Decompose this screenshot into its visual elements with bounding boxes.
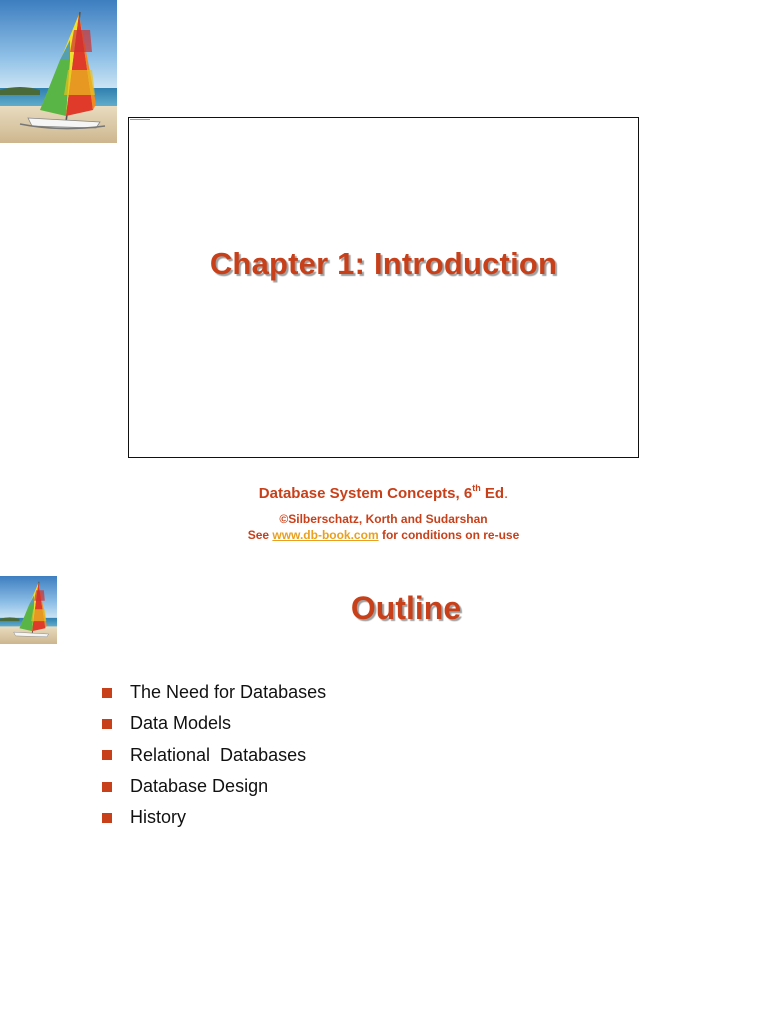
- square-bullet-icon: [102, 688, 112, 698]
- reuse-notice: [128, 528, 639, 542]
- outline-list: [102, 677, 326, 833]
- list-item: [102, 740, 326, 771]
- list-item: [102, 677, 326, 708]
- reuse-suffix: for conditions on re-use: [378, 528, 520, 542]
- title-slide-frame: [128, 117, 639, 458]
- book-title-period: .: [504, 485, 509, 502]
- list-item: [102, 708, 326, 739]
- square-bullet-icon: [102, 782, 112, 792]
- book-title: [128, 485, 639, 502]
- frame-corner-mark: [130, 119, 150, 120]
- db-book-link[interactable]: www.db-book.com: [272, 528, 379, 542]
- list-item-label: Relational Databases: [130, 744, 307, 765]
- square-bullet-icon: [102, 750, 112, 760]
- book-title-superscript: th: [472, 483, 481, 493]
- book-title-text: Database System Concepts, 6: [258, 485, 473, 502]
- chapter-title: Chapter 1: Introduction: [209, 246, 558, 281]
- list-item-label: The Need for Databases: [130, 682, 327, 703]
- sailboat-logo-small-icon: [0, 576, 57, 644]
- square-bullet-icon: [102, 813, 112, 823]
- list-item-label: Database Design: [130, 776, 269, 797]
- outline-title: Outline: [350, 590, 462, 626]
- list-item-label: History: [130, 807, 187, 828]
- reuse-prefix: See: [247, 528, 273, 542]
- sailboat-logo-icon: [0, 0, 117, 143]
- list-item: [102, 771, 326, 802]
- copyright-line: ©Silberschatz, Korth and Sudarshan: [279, 512, 488, 526]
- list-item-label: Data Models: [130, 713, 232, 734]
- list-item: [102, 802, 326, 833]
- book-title-edition: Ed: [480, 485, 505, 502]
- square-bullet-icon: [102, 719, 112, 729]
